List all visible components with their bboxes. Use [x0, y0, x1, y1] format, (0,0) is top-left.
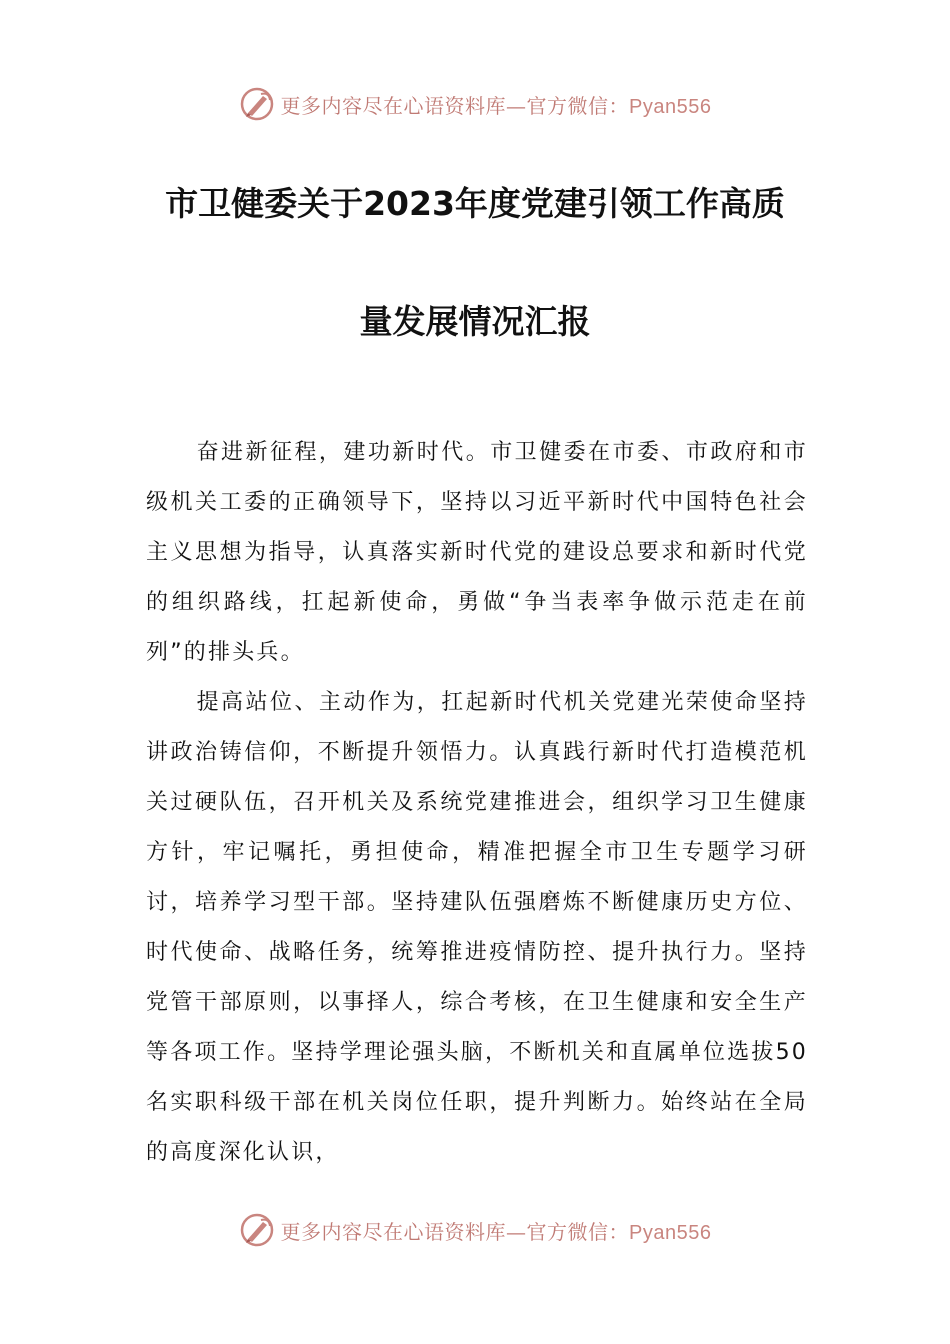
paragraph-1: 奋进新征程，建功新时代。市卫健委在市委、市政府和市级机关工委的正确领导下，坚持以习近平新时代中国特色社会主义思想为指导，认真落实新时代党的建设总要求和新时代党的组织路线，扛起新使命，勇做“争当表率争做示范走在前列”的排头兵。 — [146, 440, 808, 665]
wechat-id: Pyan556 — [629, 1221, 712, 1244]
watermark-text: 更多内容尽在心语资料库—官方微信：Pyan556 — [280, 1219, 712, 1244]
paragraph-2: 提高站位、主动作为，扛起新时代机关党建光荣使命坚持讲政治铸信仰，不断提升领悟力。认真践行新时代打造模范机关过硬队伍，召开机关及系统党建推进会，组织学习卫生健康方针，牢记嘱托，勇担使命，精准把握全市卫生专题学习研讨，培养学习型干部。坚持建队伍强磨炼不断健康历史方位、时代使命、战略任务，统筹推进疫情防控、提升执行力。坚持党管干部原则，以事择人，综合考核，在卫生健康和安全生产等各项工作。坚持学理论强头脑，不断机关和直属单位选拔50名实职科级干部在机关岗位任职，提升判断力。始终站在全局的高度深化认识， — [146, 690, 808, 1165]
watermark-banner-bottom — [0, 1208, 950, 1252]
document-title-line-2: 量发展情况汇报 — [359, 302, 591, 341]
wechat-id: Pyan556 — [629, 95, 712, 118]
watermark-banner-top — [0, 82, 950, 126]
document-title-line-1: 市卫健委关于2023年度党建引领工作高质 — [165, 184, 785, 223]
pen-logo-icon — [239, 86, 275, 122]
watermark-text: 更多内容尽在心语资料库—官方微信：Pyan556 — [280, 93, 712, 118]
pen-logo-icon — [239, 1212, 275, 1248]
document-body — [146, 428, 808, 1178]
